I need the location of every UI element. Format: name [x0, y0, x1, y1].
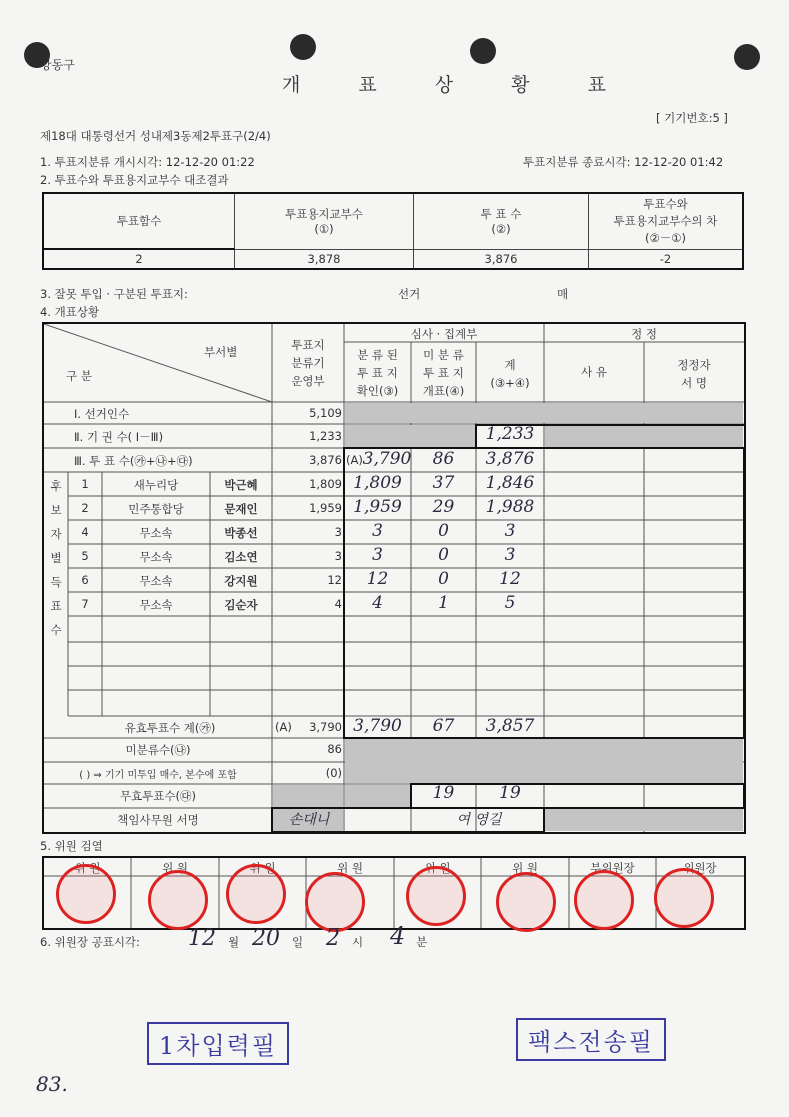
- committee-seal-icon: [574, 870, 634, 930]
- seal-header: 위 원: [162, 861, 188, 875]
- row-electors-label: Ⅰ. 선거인수: [74, 407, 130, 421]
- row-abstain-value: 1,233: [309, 429, 342, 443]
- row-votes-label: Ⅲ. 투 표 수(㉮+㉯+㉰): [74, 454, 193, 468]
- header-sorted: 분 류 된 투 표 지 확인(③): [356, 348, 399, 398]
- row-note-label: ( ) ⇒ 기기 미투입 매수, 본수에 포함: [79, 770, 237, 781]
- section-6-heading: 6. 위원장 공표시각:: [40, 935, 140, 949]
- table-row: [44, 496, 744, 520]
- section-4-heading: 4. 개표상황: [40, 305, 100, 319]
- candidate-unsorted-count: 37: [432, 473, 455, 493]
- candidate-total: 1,988: [485, 497, 535, 517]
- section-5-heading: 5. 위원 검열: [40, 839, 103, 853]
- unit-hour: 시: [352, 935, 364, 949]
- seal-header: 위 원: [512, 861, 538, 875]
- header-reason: 사 유: [581, 365, 607, 379]
- section-3-heading: 3. 잘못 투입 · 구분된 투표지:: [40, 287, 188, 301]
- section-3-election: 선거: [398, 287, 421, 301]
- candidate-party: 무소속: [139, 574, 173, 588]
- candidate-total: 12: [499, 569, 521, 589]
- handwritten-valid-sum: 3,857: [485, 716, 535, 736]
- candidate-sorted-count: 12: [366, 569, 389, 589]
- committee-seal-icon: [406, 866, 466, 926]
- candidate-total: 5: [504, 593, 516, 613]
- candidate-votes-side-label: 후 보 자 별 득 표 수: [50, 479, 62, 637]
- first-input-stamp: 1차입력필: [147, 1022, 289, 1065]
- candidate-unsorted-count: 1: [438, 593, 449, 613]
- announce-month: 12: [188, 926, 216, 951]
- unit-day: 일: [292, 935, 304, 949]
- header-correction: 정 정: [631, 327, 657, 341]
- candidate-sorted-count: 4: [372, 593, 383, 613]
- row-valid-label: 유효투표수 계(㉮): [124, 721, 216, 735]
- handwritten-abstain: 1,233: [485, 424, 535, 444]
- candidate-name: 문재인: [224, 502, 258, 516]
- candidate-number: 1: [81, 477, 89, 491]
- header-votes: 투 표 수 (②): [414, 193, 589, 249]
- candidate-machine-count: 1,809: [309, 477, 342, 491]
- handwritten-valid-sorted: 3,790: [353, 716, 402, 736]
- section-3-count: 매: [557, 287, 569, 301]
- header-review: 심사 · 집계부: [410, 327, 478, 341]
- seal-header: 위 원: [74, 861, 101, 875]
- candidate-sorted-count: 1,959: [353, 497, 402, 517]
- table-row: [44, 520, 744, 544]
- page-title: 개 표 상 황 표: [282, 74, 632, 96]
- seal-header: 위 원: [337, 861, 363, 875]
- table-row: [44, 592, 744, 616]
- sort-start-time: 1. 투표지분류 개시시각: 12-12-20 01:22: [40, 155, 255, 169]
- value-issued: 3,878: [235, 249, 414, 269]
- unit-minute: 분: [416, 935, 428, 949]
- row-valid-a-mark: (A): [275, 720, 292, 734]
- district-label: 강동구: [40, 58, 75, 72]
- candidate-machine-count: 12: [327, 573, 342, 587]
- candidate-unsorted-count: 0: [438, 545, 449, 565]
- fax-sent-stamp: 팩스전송필: [516, 1018, 666, 1061]
- header-ballot-boxes: 투표함수: [43, 193, 235, 249]
- punch-hole-icon: [470, 38, 496, 64]
- handwritten-votes-sorted: 3,790: [362, 449, 412, 469]
- committee-seal-table: [42, 856, 746, 930]
- header-signer: 정정자 서 명: [677, 358, 711, 390]
- candidate-number: 5: [81, 549, 89, 563]
- candidate-sorted-count: 1,809: [353, 473, 402, 493]
- candidate-party: 무소속: [139, 526, 173, 540]
- seal-header: 부위원장: [590, 861, 635, 875]
- header-difference: 투표수와 투표용지교부수의 차 (②－①): [589, 193, 744, 249]
- counting-status-table: [42, 322, 746, 834]
- seal-header: 위 원: [249, 861, 276, 875]
- candidate-number: 2: [81, 501, 89, 515]
- header-machine-dept: 투표지 분류기 운영부: [291, 338, 325, 388]
- handwritten-votes-sum: 3,876: [485, 449, 535, 469]
- announce-hour: 2: [326, 926, 340, 951]
- candidate-machine-count: 3: [334, 549, 342, 563]
- row-invalid-label: 무효투표수(㉰): [119, 789, 197, 803]
- candidate-unsorted-count: 29: [432, 497, 455, 517]
- candidate-party: 민주통합당: [128, 502, 184, 516]
- header-sum: 계 (③+④): [490, 358, 530, 390]
- candidate-machine-count: 4: [334, 597, 342, 611]
- header-category: 구 분: [66, 369, 92, 383]
- candidate-unsorted-count: 0: [438, 521, 449, 541]
- table-row: [44, 472, 744, 496]
- candidate-total: 3: [504, 521, 516, 541]
- committee-seal-icon: [654, 868, 714, 928]
- candidate-name: 김소연: [224, 550, 258, 564]
- seal-header: 위원장: [683, 861, 717, 875]
- section-2-heading: 2. 투표수와 투표용지교부수 대조결과: [40, 173, 229, 187]
- row-votes-value: 3,876: [309, 453, 342, 467]
- row-signature-label: 책임사무원 서명: [117, 813, 199, 827]
- value-ballot-boxes: 2: [43, 249, 235, 269]
- committee-seal-icon: [496, 872, 556, 932]
- candidate-name: 강지원: [224, 574, 258, 588]
- candidate-name: 박근혜: [224, 478, 258, 492]
- handwritten-invalid-unsorted: 19: [432, 783, 455, 803]
- value-votes: 3,876: [414, 249, 589, 269]
- committee-seal-icon: [226, 864, 286, 924]
- clerk-signature: 손대니: [288, 812, 330, 828]
- row-unsorted-value: 86: [327, 742, 342, 756]
- clerk-signature-2: 여 영길: [456, 812, 502, 828]
- header-dept: 부서별: [204, 345, 238, 359]
- candidate-party: 무소속: [139, 598, 173, 612]
- candidate-party: 무소속: [139, 550, 173, 564]
- punch-hole-icon: [734, 44, 760, 70]
- seal-header: 위 원: [424, 861, 451, 875]
- row-valid-value: 3,790: [309, 720, 342, 734]
- row-unsorted-label: 미분류수(㉯): [125, 743, 191, 757]
- candidate-number: 7: [81, 597, 89, 611]
- row-note-value: (0): [325, 766, 342, 780]
- table-row: [44, 568, 744, 592]
- ballot-comparison-table: [42, 192, 744, 270]
- row-votes-a-mark: (A): [346, 453, 363, 467]
- candidate-sorted-count: 3: [372, 545, 383, 565]
- header-issued: 투표용지교부수 (①): [235, 193, 414, 249]
- sort-end-time: 투표지분류 종료시각: 12-12-20 01:42: [523, 155, 724, 169]
- page-number: 83.: [36, 1072, 68, 1096]
- handwritten-valid-unsorted: 67: [432, 716, 455, 736]
- punch-hole-icon: [290, 34, 316, 60]
- candidate-total: 3: [504, 545, 516, 565]
- candidate-party: 새누리당: [133, 478, 179, 492]
- candidate-number: 4: [81, 525, 89, 539]
- unit-month: 월: [228, 935, 240, 949]
- handwritten-votes-unsorted: 86: [432, 449, 455, 469]
- value-difference: -2: [589, 249, 744, 269]
- committee-seal-icon: [56, 864, 116, 924]
- committee-seal-icon: [148, 870, 208, 930]
- candidate-name: 김순자: [224, 598, 258, 612]
- candidate-machine-count: 3: [334, 525, 342, 539]
- candidate-unsorted-count: 0: [438, 569, 449, 589]
- candidate-machine-count: 1,959: [309, 501, 342, 515]
- table-row: [44, 544, 744, 568]
- candidate-sorted-count: 3: [372, 521, 383, 541]
- committee-seal-icon: [305, 872, 365, 932]
- candidate-total: 1,846: [485, 473, 535, 493]
- header-unsorted: 미 분 류 투 표 지 개표(④): [422, 348, 465, 398]
- subtitle: 제18대 대통령선거 성내제3동제2투표구(2/4): [40, 129, 271, 143]
- row-abstain-label: Ⅱ. 기 권 수( Ⅰ－Ⅲ): [74, 430, 164, 444]
- announce-minute: 4: [390, 922, 406, 950]
- candidate-number: 6: [81, 573, 89, 587]
- row-electors-value: 5,109: [309, 406, 342, 420]
- handwritten-invalid-sum: 19: [499, 783, 521, 803]
- candidate-name: 박종선: [224, 526, 258, 540]
- announce-day: 20: [252, 926, 280, 951]
- machine-number: [ 기기번호:5 ]: [656, 111, 728, 125]
